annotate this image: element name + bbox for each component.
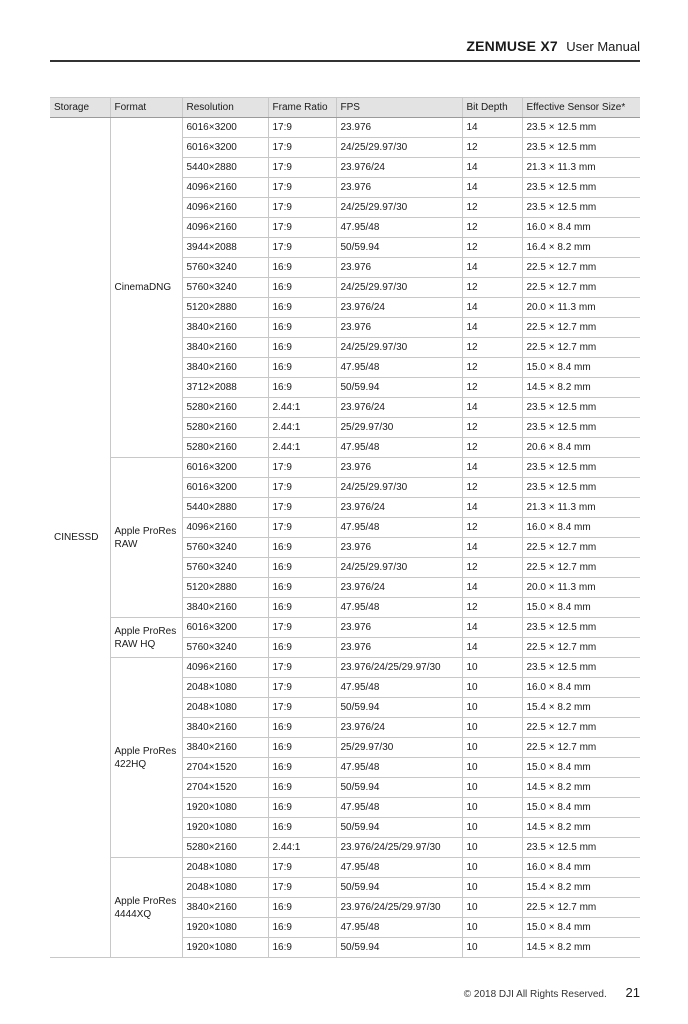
frame-ratio-cell: 17:9 [268, 618, 336, 638]
sensor-size-cell: 23.5 × 12.5 mm [522, 198, 640, 218]
frame-ratio-cell: 17:9 [268, 698, 336, 718]
bit-depth-cell: 14 [462, 538, 522, 558]
table-header-row [50, 98, 640, 118]
column-header: Effective Sensor Size* [522, 98, 640, 118]
resolution-cell: 6016×3200 [182, 458, 268, 478]
fps-cell: 24/25/29.97/30 [336, 558, 462, 578]
manual-subtitle: User Manual [566, 39, 640, 54]
bit-depth-cell: 10 [462, 898, 522, 918]
storage-cell: CINESSD [50, 118, 110, 958]
table-body [50, 118, 640, 958]
sensor-size-cell: 16.4 × 8.2 mm [522, 238, 640, 258]
bit-depth-cell: 10 [462, 698, 522, 718]
bit-depth-cell: 14 [462, 158, 522, 178]
format-cell: Apple ProRes RAW HQ [110, 618, 182, 658]
frame-ratio-cell: 17:9 [268, 218, 336, 238]
frame-ratio-cell: 17:9 [268, 478, 336, 498]
fps-cell: 23.976 [336, 118, 462, 138]
sensor-size-cell: 23.5 × 12.5 mm [522, 138, 640, 158]
sensor-size-cell: 23.5 × 12.5 mm [522, 478, 640, 498]
frame-ratio-cell: 17:9 [268, 498, 336, 518]
sensor-size-cell: 15.0 × 8.4 mm [522, 358, 640, 378]
fps-cell: 47.95/48 [336, 798, 462, 818]
fps-cell: 47.95/48 [336, 518, 462, 538]
fps-cell: 23.976/24 [336, 578, 462, 598]
fps-cell: 24/25/29.97/30 [336, 138, 462, 158]
column-header: Bit Depth [462, 98, 522, 118]
sensor-size-cell: 23.5 × 12.5 mm [522, 398, 640, 418]
resolution-cell: 5760×3240 [182, 258, 268, 278]
sensor-size-cell: 23.5 × 12.5 mm [522, 178, 640, 198]
table-row [50, 458, 640, 478]
bit-depth-cell: 10 [462, 738, 522, 758]
resolution-cell: 5280×2160 [182, 838, 268, 858]
resolution-cell: 3840×2160 [182, 598, 268, 618]
copyright-text: © 2018 DJI All Rights Reserved. [463, 989, 607, 1000]
fps-cell: 47.95/48 [336, 678, 462, 698]
sensor-size-cell: 20.0 × 11.3 mm [522, 298, 640, 318]
frame-ratio-cell: 17:9 [268, 458, 336, 478]
resolution-cell: 5120×2880 [182, 578, 268, 598]
sensor-size-cell: 14.5 × 8.2 mm [522, 818, 640, 838]
frame-ratio-cell: 16:9 [268, 818, 336, 838]
sensor-size-cell: 15.0 × 8.4 mm [522, 758, 640, 778]
bit-depth-cell: 14 [462, 318, 522, 338]
frame-ratio-cell: 16:9 [268, 638, 336, 658]
column-header: FPS [336, 98, 462, 118]
frame-ratio-cell: 16:9 [268, 898, 336, 918]
frame-ratio-cell: 17:9 [268, 198, 336, 218]
frame-ratio-cell: 2.44:1 [268, 398, 336, 418]
sensor-size-cell: 21.3 × 11.3 mm [522, 498, 640, 518]
table-row [50, 118, 640, 138]
resolution-cell: 5440×2880 [182, 158, 268, 178]
sensor-size-cell: 23.5 × 12.5 mm [522, 658, 640, 678]
frame-ratio-cell: 17:9 [268, 178, 336, 198]
sensor-size-cell: 23.5 × 12.5 mm [522, 458, 640, 478]
frame-ratio-cell: 17:9 [268, 158, 336, 178]
fps-cell: 47.95/48 [336, 438, 462, 458]
sensor-size-cell: 20.0 × 11.3 mm [522, 578, 640, 598]
frame-ratio-cell: 17:9 [268, 138, 336, 158]
fps-cell: 23.976 [336, 538, 462, 558]
resolution-cell: 2048×1080 [182, 858, 268, 878]
frame-ratio-cell: 16:9 [268, 258, 336, 278]
bit-depth-cell: 12 [462, 598, 522, 618]
bit-depth-cell: 12 [462, 438, 522, 458]
resolution-cell: 6016×3200 [182, 138, 268, 158]
resolution-cell: 5120×2880 [182, 298, 268, 318]
bit-depth-cell: 12 [462, 198, 522, 218]
sensor-size-cell: 15.4 × 8.2 mm [522, 698, 640, 718]
sensor-size-cell: 22.5 × 12.7 mm [522, 738, 640, 758]
bit-depth-cell: 12 [462, 478, 522, 498]
fps-cell: 24/25/29.97/30 [336, 278, 462, 298]
recording-spec-table [50, 97, 640, 958]
column-header: Storage [50, 98, 110, 118]
format-cell: CinemaDNG [110, 118, 182, 458]
fps-cell: 23.976 [336, 178, 462, 198]
page-number: 21 [625, 985, 640, 1000]
sensor-size-cell: 15.0 × 8.4 mm [522, 598, 640, 618]
bit-depth-cell: 12 [462, 338, 522, 358]
format-cell: Apple ProRes RAW [110, 458, 182, 618]
frame-ratio-cell: 17:9 [268, 878, 336, 898]
sensor-size-cell: 15.0 × 8.4 mm [522, 798, 640, 818]
frame-ratio-cell: 16:9 [268, 378, 336, 398]
format-cell: Apple ProRes 4444XQ [110, 858, 182, 958]
fps-cell: 25/29.97/30 [336, 418, 462, 438]
frame-ratio-cell: 16:9 [268, 718, 336, 738]
frame-ratio-cell: 16:9 [268, 338, 336, 358]
fps-cell: 23.976/24 [336, 718, 462, 738]
bit-depth-cell: 10 [462, 658, 522, 678]
frame-ratio-cell: 16:9 [268, 278, 336, 298]
bit-depth-cell: 10 [462, 818, 522, 838]
frame-ratio-cell: 16:9 [268, 538, 336, 558]
bit-depth-cell: 14 [462, 258, 522, 278]
bit-depth-cell: 10 [462, 838, 522, 858]
fps-cell: 47.95/48 [336, 358, 462, 378]
frame-ratio-cell: 17:9 [268, 658, 336, 678]
sensor-size-cell: 16.0 × 8.4 mm [522, 678, 640, 698]
fps-cell: 24/25/29.97/30 [336, 198, 462, 218]
fps-cell: 24/25/29.97/30 [336, 478, 462, 498]
sensor-size-cell: 21.3 × 11.3 mm [522, 158, 640, 178]
fps-cell: 23.976/24/25/29.97/30 [336, 658, 462, 678]
frame-ratio-cell: 16:9 [268, 918, 336, 938]
fps-cell: 50/59.94 [336, 238, 462, 258]
sensor-size-cell: 14.5 × 8.2 mm [522, 778, 640, 798]
resolution-cell: 4096×2160 [182, 658, 268, 678]
bit-depth-cell: 14 [462, 638, 522, 658]
sensor-size-cell: 15.4 × 8.2 mm [522, 878, 640, 898]
resolution-cell: 2704×1520 [182, 758, 268, 778]
bit-depth-cell: 14 [462, 458, 522, 478]
fps-cell: 25/29.97/30 [336, 738, 462, 758]
sensor-size-cell: 22.5 × 12.7 mm [522, 278, 640, 298]
resolution-cell: 5280×2160 [182, 398, 268, 418]
fps-cell: 50/59.94 [336, 938, 462, 958]
resolution-cell: 3840×2160 [182, 338, 268, 358]
sensor-size-cell: 22.5 × 12.7 mm [522, 638, 640, 658]
resolution-cell: 5760×3240 [182, 558, 268, 578]
frame-ratio-cell: 16:9 [268, 778, 336, 798]
table-header [50, 98, 640, 118]
fps-cell: 23.976/24/25/29.97/30 [336, 898, 462, 918]
bit-depth-cell: 14 [462, 498, 522, 518]
resolution-cell: 5280×2160 [182, 438, 268, 458]
resolution-cell: 1920×1080 [182, 798, 268, 818]
sensor-size-cell: 15.0 × 8.4 mm [522, 918, 640, 938]
bit-depth-cell: 12 [462, 558, 522, 578]
bit-depth-cell: 10 [462, 718, 522, 738]
frame-ratio-cell: 16:9 [268, 358, 336, 378]
frame-ratio-cell: 17:9 [268, 238, 336, 258]
sensor-size-cell: 16.0 × 8.4 mm [522, 218, 640, 238]
page-header [50, 38, 640, 62]
format-cell: Apple ProRes 422HQ [110, 658, 182, 858]
bit-depth-cell: 10 [462, 758, 522, 778]
bit-depth-cell: 12 [462, 138, 522, 158]
frame-ratio-cell: 2.44:1 [268, 438, 336, 458]
resolution-cell: 6016×3200 [182, 118, 268, 138]
resolution-cell: 1920×1080 [182, 918, 268, 938]
fps-cell: 47.95/48 [336, 758, 462, 778]
resolution-cell: 4096×2160 [182, 218, 268, 238]
resolution-cell: 5760×3240 [182, 538, 268, 558]
bit-depth-cell: 10 [462, 778, 522, 798]
sensor-size-cell: 16.0 × 8.4 mm [522, 518, 640, 538]
resolution-cell: 5280×2160 [182, 418, 268, 438]
frame-ratio-cell: 17:9 [268, 678, 336, 698]
bit-depth-cell: 14 [462, 578, 522, 598]
fps-cell: 23.976/24 [336, 298, 462, 318]
sensor-size-cell: 22.5 × 12.7 mm [522, 558, 640, 578]
sensor-size-cell: 20.6 × 8.4 mm [522, 438, 640, 458]
bit-depth-cell: 14 [462, 398, 522, 418]
frame-ratio-cell: 16:9 [268, 558, 336, 578]
sensor-size-cell: 22.5 × 12.7 mm [522, 318, 640, 338]
resolution-cell: 5440×2880 [182, 498, 268, 518]
sensor-size-cell: 23.5 × 12.5 mm [522, 838, 640, 858]
resolution-cell: 1920×1080 [182, 938, 268, 958]
page-footer [50, 985, 640, 1001]
table-row [50, 658, 640, 678]
fps-cell: 23.976/24 [336, 498, 462, 518]
resolution-cell: 2048×1080 [182, 878, 268, 898]
resolution-cell: 3840×2160 [182, 358, 268, 378]
frame-ratio-cell: 16:9 [268, 298, 336, 318]
fps-cell: 23.976/24/25/29.97/30 [336, 838, 462, 858]
resolution-cell: 2048×1080 [182, 698, 268, 718]
column-header: Frame Ratio [268, 98, 336, 118]
bit-depth-cell: 14 [462, 298, 522, 318]
resolution-cell: 3840×2160 [182, 718, 268, 738]
bit-depth-cell: 10 [462, 918, 522, 938]
fps-cell: 23.976 [336, 458, 462, 478]
resolution-cell: 4096×2160 [182, 198, 268, 218]
frame-ratio-cell: 16:9 [268, 738, 336, 758]
bit-depth-cell: 10 [462, 938, 522, 958]
bit-depth-cell: 12 [462, 218, 522, 238]
sensor-size-cell: 22.5 × 12.7 mm [522, 338, 640, 358]
frame-ratio-cell: 17:9 [268, 858, 336, 878]
table-row [50, 858, 640, 878]
frame-ratio-cell: 16:9 [268, 318, 336, 338]
bit-depth-cell: 12 [462, 418, 522, 438]
fps-cell: 47.95/48 [336, 858, 462, 878]
resolution-cell: 5760×3240 [182, 278, 268, 298]
fps-cell: 50/59.94 [336, 878, 462, 898]
bit-depth-cell: 12 [462, 518, 522, 538]
fps-cell: 50/59.94 [336, 818, 462, 838]
frame-ratio-cell: 2.44:1 [268, 418, 336, 438]
frame-ratio-cell: 2.44:1 [268, 838, 336, 858]
resolution-cell: 4096×2160 [182, 518, 268, 538]
frame-ratio-cell: 17:9 [268, 118, 336, 138]
table-row [50, 618, 640, 638]
resolution-cell: 3840×2160 [182, 898, 268, 918]
sensor-size-cell: 22.5 × 12.7 mm [522, 538, 640, 558]
bit-depth-cell: 12 [462, 278, 522, 298]
sensor-size-cell: 23.5 × 12.5 mm [522, 118, 640, 138]
sensor-size-cell: 22.5 × 12.7 mm [522, 898, 640, 918]
bit-depth-cell: 12 [462, 378, 522, 398]
frame-ratio-cell: 16:9 [268, 598, 336, 618]
sensor-size-cell: 14.5 × 8.2 mm [522, 378, 640, 398]
fps-cell: 24/25/29.97/30 [336, 338, 462, 358]
resolution-cell: 6016×3200 [182, 618, 268, 638]
fps-cell: 50/59.94 [336, 778, 462, 798]
bit-depth-cell: 12 [462, 358, 522, 378]
fps-cell: 50/59.94 [336, 378, 462, 398]
fps-cell: 47.95/48 [336, 218, 462, 238]
bit-depth-cell: 14 [462, 118, 522, 138]
bit-depth-cell: 10 [462, 858, 522, 878]
bit-depth-cell: 12 [462, 238, 522, 258]
fps-cell: 23.976/24 [336, 398, 462, 418]
sensor-size-cell: 23.5 × 12.5 mm [522, 418, 640, 438]
column-header: Format [110, 98, 182, 118]
fps-cell: 50/59.94 [336, 698, 462, 718]
frame-ratio-cell: 16:9 [268, 798, 336, 818]
resolution-cell: 1920×1080 [182, 818, 268, 838]
sensor-size-cell: 23.5 × 12.5 mm [522, 618, 640, 638]
fps-cell: 23.976 [336, 258, 462, 278]
fps-cell: 47.95/48 [336, 918, 462, 938]
sensor-size-cell: 22.5 × 12.7 mm [522, 258, 640, 278]
bit-depth-cell: 14 [462, 618, 522, 638]
resolution-cell: 3712×2088 [182, 378, 268, 398]
resolution-cell: 2704×1520 [182, 778, 268, 798]
resolution-cell: 4096×2160 [182, 178, 268, 198]
bit-depth-cell: 10 [462, 878, 522, 898]
column-header: Resolution [182, 98, 268, 118]
resolution-cell: 6016×3200 [182, 478, 268, 498]
frame-ratio-cell: 16:9 [268, 578, 336, 598]
bit-depth-cell: 14 [462, 178, 522, 198]
resolution-cell: 3840×2160 [182, 318, 268, 338]
frame-ratio-cell: 17:9 [268, 518, 336, 538]
bit-depth-cell: 10 [462, 798, 522, 818]
frame-ratio-cell: 16:9 [268, 758, 336, 778]
fps-cell: 47.95/48 [336, 598, 462, 618]
bit-depth-cell: 10 [462, 678, 522, 698]
manual-brand: ZENMUSE X7 [466, 38, 558, 54]
sensor-size-cell: 16.0 × 8.4 mm [522, 858, 640, 878]
fps-cell: 23.976/24 [336, 158, 462, 178]
frame-ratio-cell: 16:9 [268, 938, 336, 958]
resolution-cell: 3944×2088 [182, 238, 268, 258]
fps-cell: 23.976 [336, 618, 462, 638]
resolution-cell: 3840×2160 [182, 738, 268, 758]
sensor-size-cell: 22.5 × 12.7 mm [522, 718, 640, 738]
fps-cell: 23.976 [336, 638, 462, 658]
resolution-cell: 2048×1080 [182, 678, 268, 698]
resolution-cell: 5760×3240 [182, 638, 268, 658]
sensor-size-cell: 14.5 × 8.2 mm [522, 938, 640, 958]
fps-cell: 23.976 [336, 318, 462, 338]
